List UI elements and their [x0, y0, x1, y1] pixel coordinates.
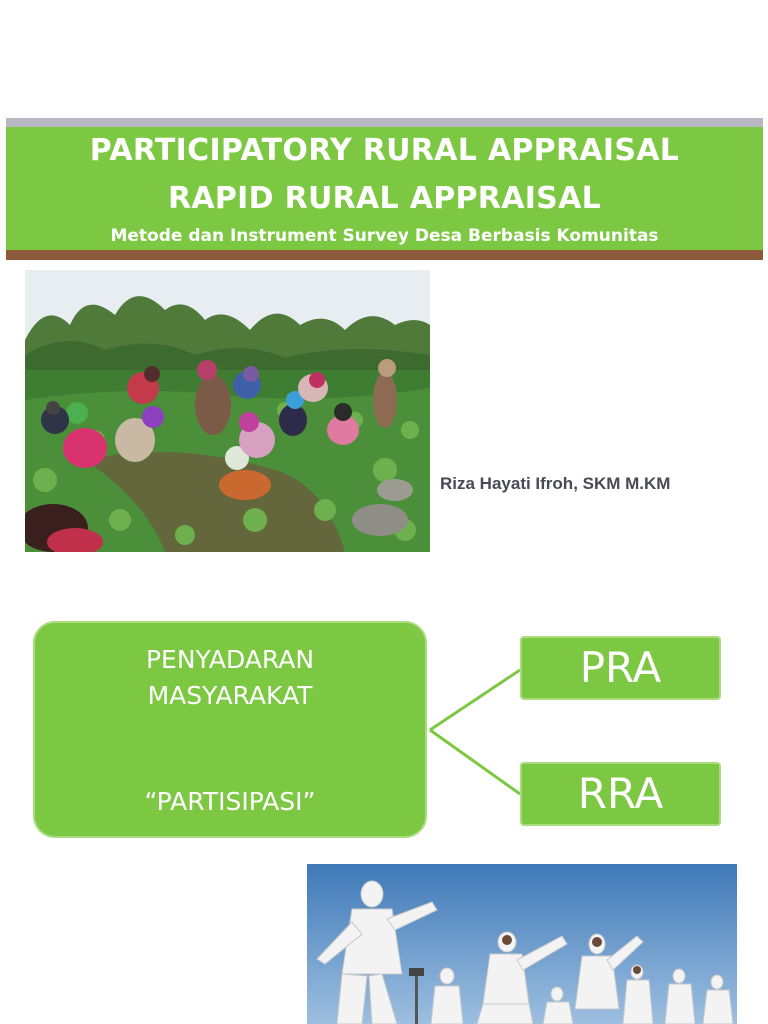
pra-box: PRA [520, 636, 721, 700]
main-concept-box [33, 621, 427, 838]
title-banner [6, 127, 763, 250]
farmers-field-illustration [25, 270, 430, 552]
main-concept-line-2: MASYARAKAT [147, 681, 313, 710]
title-line-1: PARTICIPATORY RURAL APPRAISAL [89, 133, 680, 168]
rra-box: RRA [520, 762, 721, 826]
subtitle: Metode dan Instrument Survey Desa Berbasis Komunitas [110, 226, 659, 246]
main-concept-line-3: “PARTISIPASI” [144, 787, 316, 816]
farmers-field-photo [25, 270, 430, 552]
exercise-illustration [307, 864, 737, 1024]
banner-top-strip [6, 118, 763, 127]
exercise-photo [307, 864, 737, 1024]
main-concept-line-1: PENYADARAN [145, 645, 315, 674]
author-name: Riza Hayati Ifroh, SKM M.KM [440, 474, 671, 493]
title-line-2: RAPID RURAL APPRAISAL [167, 181, 602, 216]
banner-bottom-strip [6, 250, 763, 260]
branch-connector [425, 660, 525, 800]
